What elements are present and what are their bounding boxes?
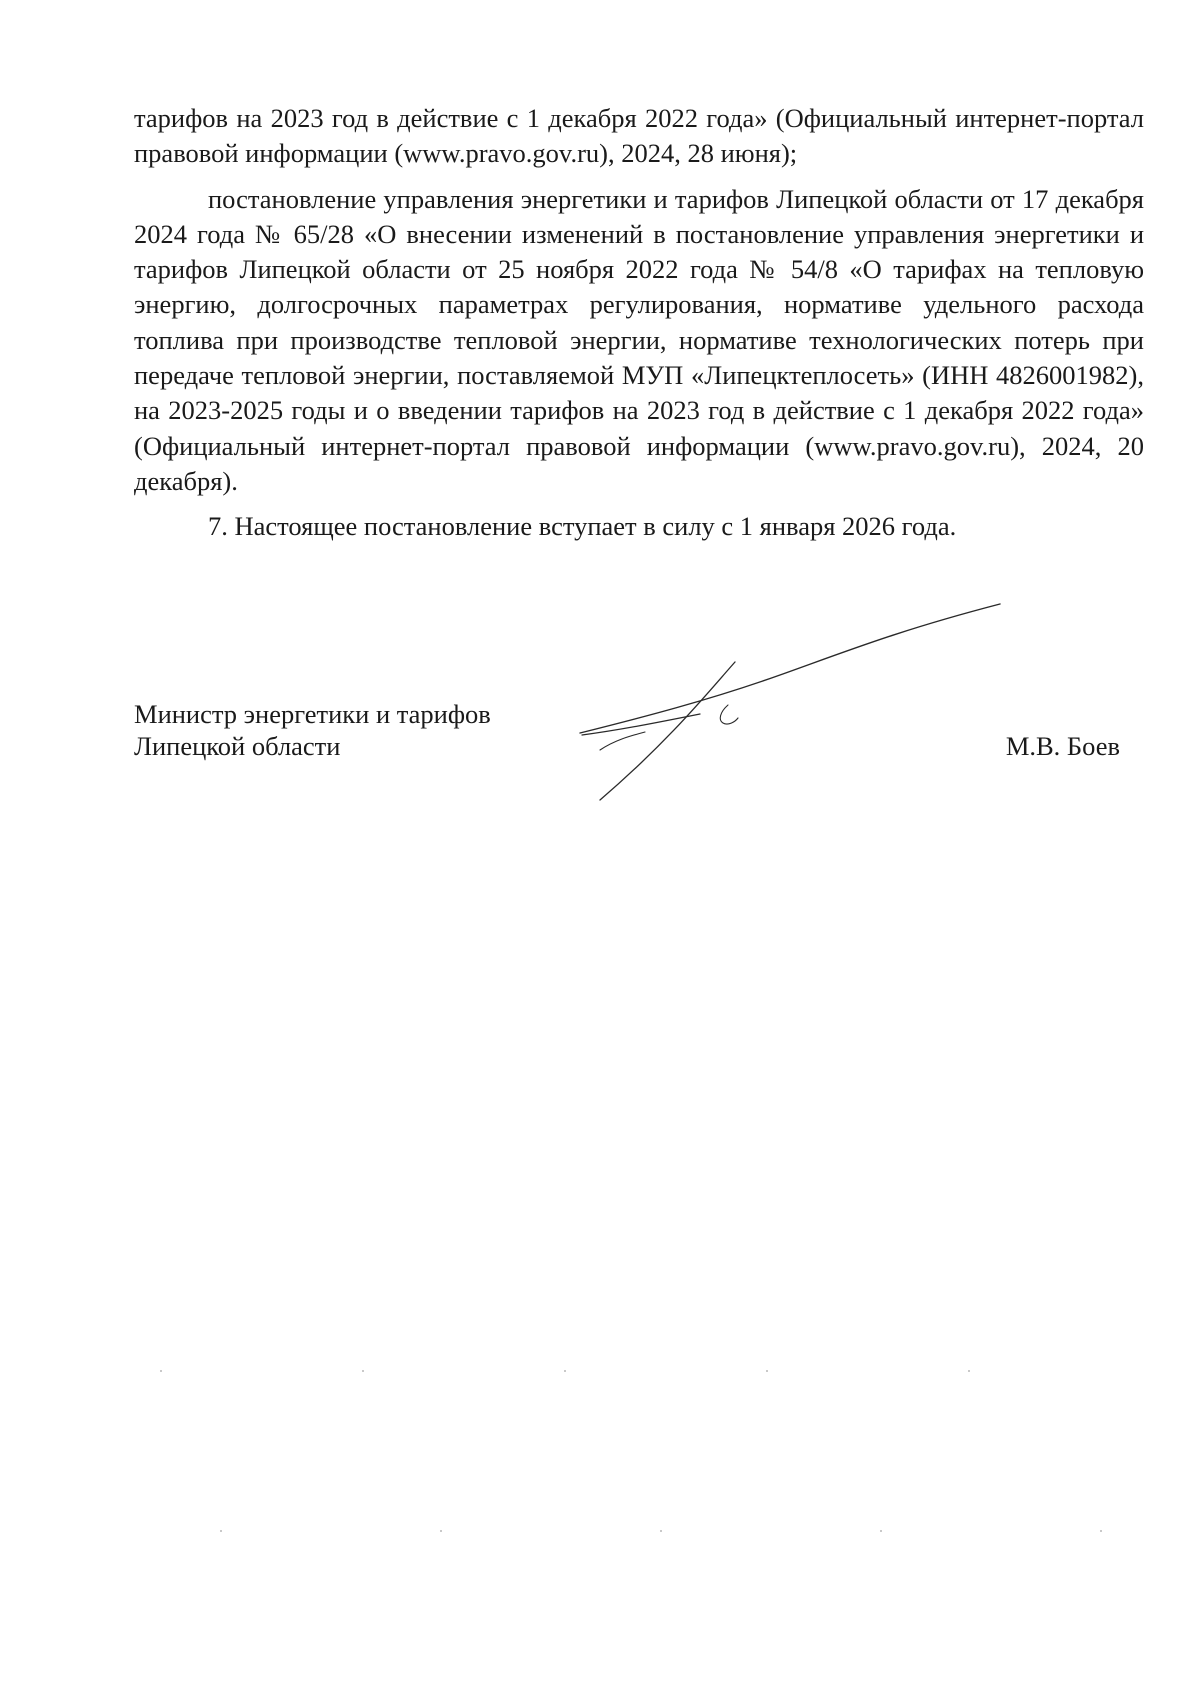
scan-dot xyxy=(440,1530,442,1532)
scan-dot xyxy=(564,1370,566,1372)
scan-dot xyxy=(766,1370,768,1372)
handwritten-signature xyxy=(560,590,1020,820)
paragraph-continuation: тарифов на 2023 год в действие с 1 декабря 2022 года» (Официальный интернет-портал правовой информации (www.pravo.gov.ru), 2024, 28 июня); xyxy=(134,103,1144,169)
scan-dot xyxy=(968,1370,970,1372)
scan-dot xyxy=(880,1530,882,1532)
scan-dot xyxy=(660,1530,662,1532)
scan-dot xyxy=(1100,1530,1102,1532)
signatory-name: М.В. Боев xyxy=(1005,731,1120,761)
signatory-position-line-2: Липецкой области xyxy=(134,731,341,761)
paragraph-resolution-reference: постановление управления энергетики и тарифов Липецкой области от 17 декабря 2024 года № 65/28 «О внесении изменений в постановление управления энергетики и тарифов Липецкой области от 25 ноября 2022 года № 54/8 «О тарифах на тепловую энергию, долгосрочных параметрах регулирования, нормативе удельного расхода топлива при производстве тепловой энергии, нормативе технологических потерь при передаче тепловой энергии, поставляемой МУП «Липецктеплосеть» (ИНН 4826001982), на 2023-2025 годы и о введении тарифов на 2023 год в действие с 1 декабря 2022 года» (Официальный интернет-портал правовой информации (www.pravo.gov.ru), 2024, 20 декабря). xyxy=(134,183,1144,496)
document-body xyxy=(134,101,1144,555)
signatory-position-line-1: Министр энергетики и тарифов xyxy=(134,699,491,729)
paragraph-effective-date: 7. Настоящее постановление вступает в силу с 1 января 2026 года. xyxy=(208,511,957,542)
signatory-position xyxy=(134,698,491,762)
scan-dot xyxy=(160,1370,162,1372)
scan-dot xyxy=(362,1370,364,1372)
scan-dot xyxy=(220,1530,222,1532)
